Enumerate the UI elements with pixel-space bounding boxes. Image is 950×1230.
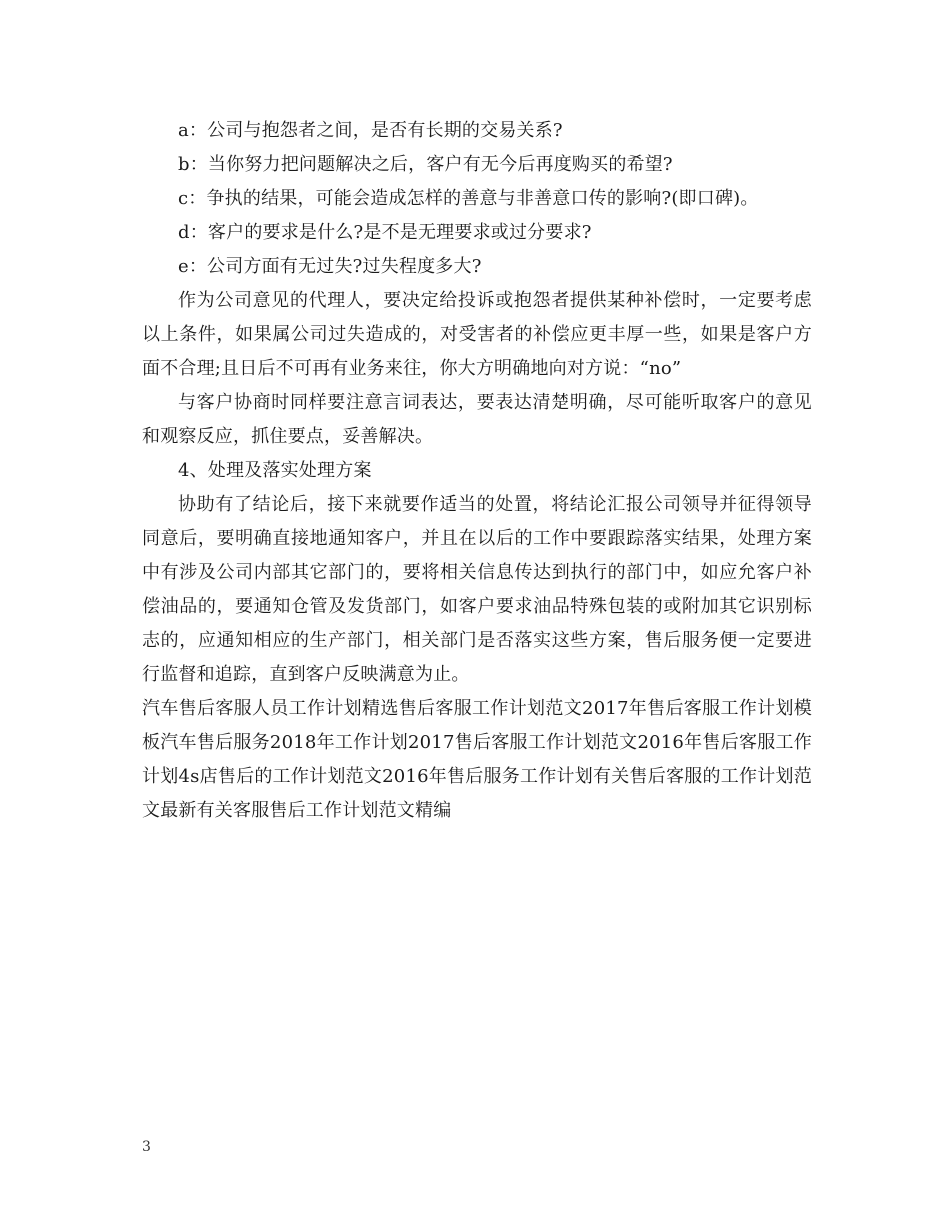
paragraph-negotiation: 与客户协商时同样要注意言词表达，要表达清楚明确，尽可能听取客户的意见和观察反应，抓住要点，妥善解决。 xyxy=(142,392,812,447)
related-articles-text: 汽车售后客服人员工作计划精选售后客服工作计划范文2017年售后客服工作计划模板汽车售后服务2018年工作计划2017售后客服工作计划范文2016年售后客服工作计划4s店售后的工作计划范文2016年售后服务工作计划有关售后客服的工作计划范文最新有关客服售后工作计划范文精编 xyxy=(142,698,812,821)
document-body xyxy=(142,114,812,828)
page-number: 3 xyxy=(142,1139,151,1155)
paragraph-question-e: e：公司方面有无过失?过失程度多大? xyxy=(178,256,482,277)
paragraph-compensation: 作为公司意见的代理人，要决定给投诉或抱怨者提供某种补偿时，一定要考虑以上条件，如果属公司过失造成的，对受害者的补偿应更丰厚一些，如果是客户方面不合理;且日后不可再有业务来往，你大方明确地向对方说：“no” xyxy=(142,290,812,379)
paragraph-question-d: d：客户的要求是什么?是不是无理要求或过分要求? xyxy=(178,222,592,243)
paragraph-question-c: c：争执的结果，可能会造成怎样的善意与非善意口传的影响?(即口碑)。 xyxy=(178,188,759,209)
paragraph-implementation: 协助有了结论后，接下来就要作适当的处置，将结论汇报公司领导并征得领导同意后，要明确直接地通知客户，并且在以后的工作中要跟踪落实结果，处理方案中有涉及公司内部其它部门的，要将相关信息传达到执行的部门中，如应允客户补偿油品的，要通知仓管及发货部门，如客户要求油品特殊包装的或附加其它识别标志的，应通知相应的生产部门，相关部门是否落实这些方案，售后服务便一定要进行监督和追踪，直到客户反映满意为止。 xyxy=(142,494,812,685)
paragraph-question-b: b：当你努力把问题解决之后，客户有无今后再度购买的希望? xyxy=(178,154,673,175)
section-heading-4: 4、处理及落实处理方案 xyxy=(178,460,372,481)
paragraph-question-a: a：公司与抱怨者之间，是否有长期的交易关系? xyxy=(178,120,563,141)
